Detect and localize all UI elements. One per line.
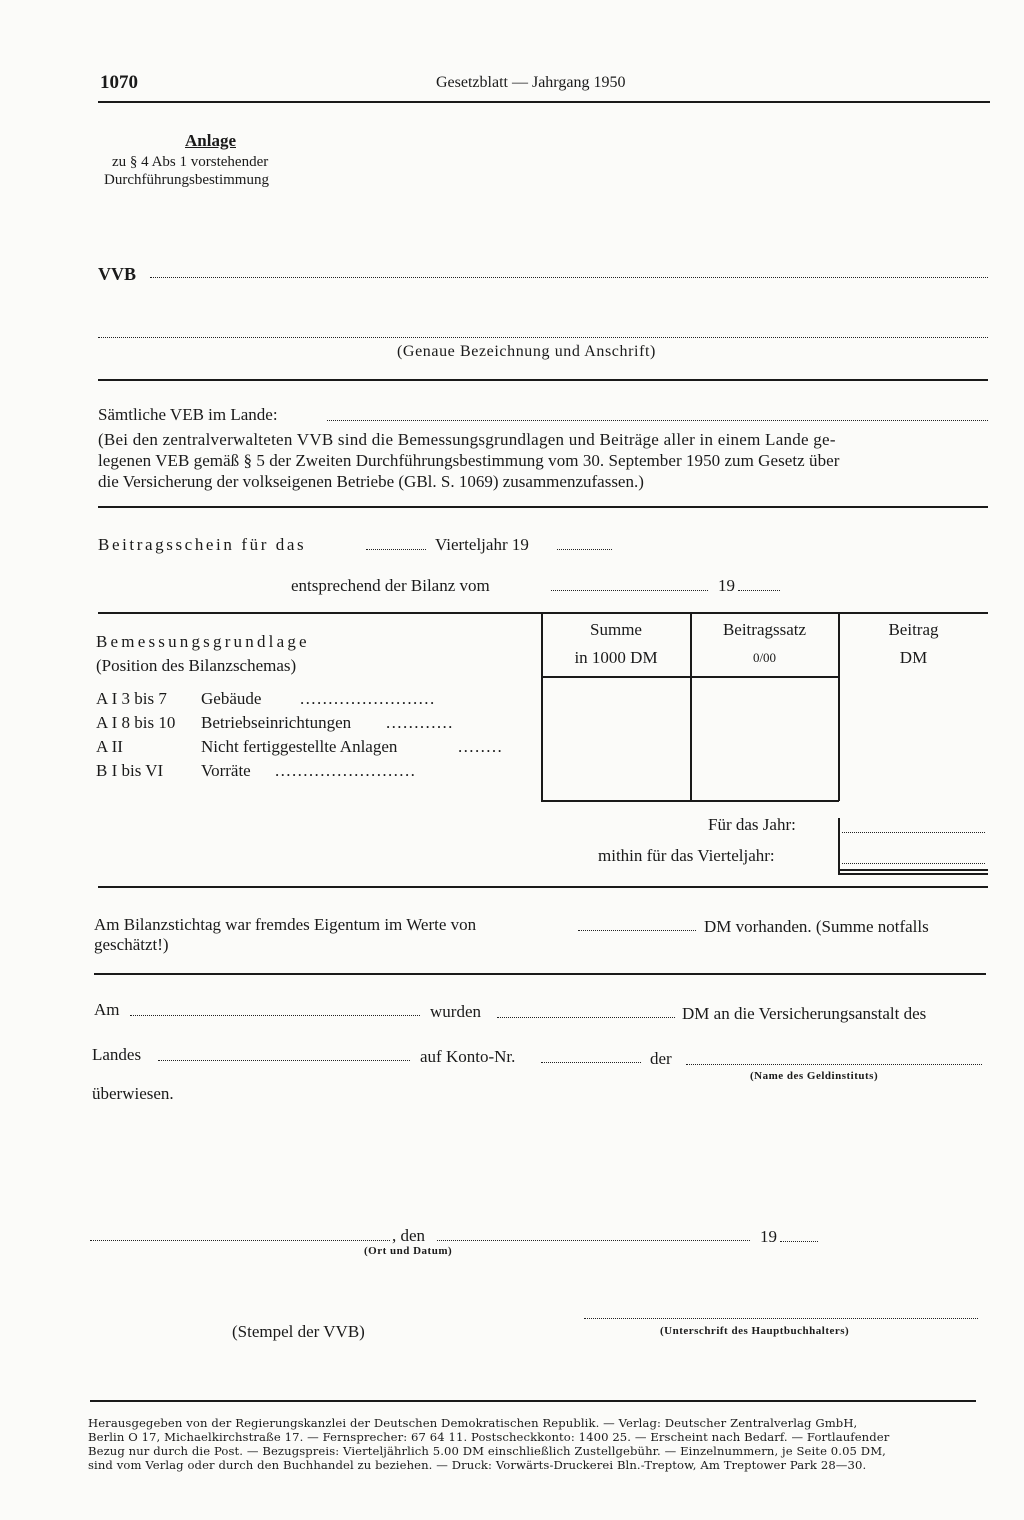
rule-2: [98, 506, 988, 508]
footer-line4: sind vom Verlag oder durch den Buchhandel zu beziehen. — Druck: Vorwärts-Druckerei Bln.-Treptow, Am Treptower Park 28—30.: [88, 1458, 867, 1472]
konto-label: auf Konto-Nr.: [420, 1047, 516, 1066]
den-label: , den: [392, 1226, 426, 1245]
row-3-dots: ........: [458, 737, 504, 756]
veb-field[interactable]: [327, 420, 988, 421]
geldinstitut-field[interactable]: [686, 1064, 982, 1065]
rule-3: [98, 886, 988, 888]
beitragsschein-label: Beitragsschein für das: [98, 535, 307, 554]
table-vline-2: [690, 612, 692, 801]
table-left-subheading: (Position des Bilanzschemas): [96, 656, 297, 675]
unterschrift-field[interactable]: [584, 1318, 978, 1319]
row-3-name: Nicht fertiggestellte Anlagen: [201, 737, 398, 756]
quarter-field[interactable]: [366, 549, 426, 550]
table-vline-3: [838, 612, 840, 801]
col-summe-head2: in 1000 DM: [574, 648, 658, 667]
row-4-code: B I bis VI: [96, 761, 164, 780]
datum-field[interactable]: [437, 1240, 750, 1241]
table-left-heading: Bemessungsgrundlage: [96, 632, 310, 651]
row-4-dots: .........................: [275, 761, 417, 780]
table-bottom-rule: [541, 800, 839, 802]
row-3-code: A II: [96, 737, 123, 756]
veb-note-line1: (Bei den zentralverwalteten VVB sind die Bemessungsgrundlagen und Beiträge aller in einem Lande ge-: [98, 430, 836, 449]
am-date-field[interactable]: [130, 1015, 420, 1016]
dm-an-label: DM an die Versicherungsanstalt des: [682, 1004, 927, 1023]
rule-4: [94, 973, 986, 975]
vvb-caption: (Genaue Bezeichnung und Anschrift): [397, 343, 656, 360]
landes-label: Landes: [92, 1045, 142, 1064]
der-label: der: [650, 1049, 672, 1068]
stempel-caption: (Stempel der VVB): [232, 1322, 365, 1341]
ort-field[interactable]: [90, 1240, 390, 1241]
bilanz-date-field[interactable]: [551, 590, 708, 591]
total-double-rule-2: [838, 873, 988, 875]
footer-line1: Herausgegeben von der Regierungskanzlei der Deutschen Demokratischen Republik. — Verlag: Deutscher Zentralverlag GmbH,: [88, 1416, 858, 1430]
table-top-rule: [98, 612, 988, 614]
landes-field[interactable]: [158, 1060, 410, 1061]
eigentum-line2: geschätzt!): [94, 935, 169, 954]
eigentum-value-field[interactable]: [578, 930, 696, 931]
row-1-name: Gebäude: [201, 689, 262, 708]
total-vline: [838, 818, 840, 875]
row-2-code: A I 8 bis 10: [96, 713, 176, 732]
amount-field[interactable]: [497, 1017, 675, 1018]
total-double-rule-1: [838, 869, 988, 871]
bilanz-label: entsprechend der Bilanz vom: [291, 576, 490, 595]
row-2-dots: ............: [386, 713, 454, 732]
quarter-year-field[interactable]: [557, 549, 612, 550]
wurden-label: wurden: [430, 1002, 481, 1021]
table-header-rule: [541, 676, 839, 678]
vvb-field[interactable]: [150, 277, 988, 278]
footer-line3: Bezug nur durch die Post. — Bezugspreis: Vierteljährlich 5.00 DM einschließlich Zustellgebühr. — Einzelnummern, je Seite 0.05 DM,: [88, 1444, 886, 1458]
eigentum-line1a: Am Bilanzstichtag war fremdes Eigentum im Werte von: [94, 915, 477, 934]
quarter-label: Vierteljahr 19: [435, 535, 529, 554]
ueberwiesen-label: überwiesen.: [92, 1084, 174, 1103]
jahr-field[interactable]: [842, 832, 985, 833]
ort-datum-caption: (Ort und Datum): [364, 1245, 453, 1257]
page-number: 1070: [100, 72, 138, 93]
journal-title: Gesetzblatt — Jahrgang 1950: [436, 74, 626, 91]
konto-field[interactable]: [541, 1062, 641, 1063]
jahr-label: Für das Jahr:: [708, 815, 796, 834]
row-4-name: Vorräte: [201, 761, 251, 780]
bilanz-year-label: 19: [718, 576, 735, 595]
vvb-address-field[interactable]: [98, 337, 988, 338]
rule-1: [98, 379, 988, 381]
unterschrift-caption: (Unterschrift des Hauptbuchhalters): [660, 1325, 850, 1337]
veb-label: Sämtliche VEB im Lande:: [98, 405, 278, 424]
row-2-name: Betriebseinrichtungen: [201, 713, 352, 732]
table-vline-1: [541, 612, 543, 801]
sig-year-field[interactable]: [780, 1241, 818, 1242]
header-rule: [98, 101, 990, 103]
row-1-code: A I 3 bis 7: [96, 689, 167, 708]
col-beitrag-head2: DM: [899, 648, 928, 667]
vvb-label: VVB: [98, 264, 137, 284]
footer-line2: Berlin O 17, Michaelkirchstraße 17. — Fernsprecher: 67 64 11. Postscheckkonto: 1400 25. — Erscheint nach Bedarf. — Fortlaufender: [88, 1430, 890, 1444]
col-satz-head1: Beitragssatz: [722, 620, 807, 639]
col-summe-head1: Summe: [590, 620, 642, 639]
veb-note-line3: die Versicherung der volkseigenen Betriebe (GBl. S. 1069) zusammenzufassen.): [98, 472, 644, 491]
anlage-line1: zu § 4 Abs 1 vorstehender: [112, 154, 269, 170]
anlage-heading: Anlage: [185, 131, 236, 150]
vierteljahr-field[interactable]: [842, 863, 985, 864]
geldinstitut-caption: (Name des Geldinstituts): [750, 1070, 879, 1082]
row-1-dots: ........................: [300, 689, 436, 708]
col-beitrag-head1: Beitrag: [888, 620, 939, 639]
sig-year-label: 19: [760, 1227, 777, 1246]
anlage-line2: Durchführungsbestimmung: [104, 172, 269, 188]
col-satz-head2: 0/00: [752, 650, 777, 665]
bilanz-year-field[interactable]: [738, 590, 780, 591]
am-label: Am: [94, 1000, 120, 1019]
veb-note-line2: legenen VEB gemäß § 5 der Zweiten Durchführungsbestimmung vom 30. September 1950 zum Gesetz über: [98, 451, 840, 470]
vierteljahr-label: mithin für das Vierteljahr:: [598, 846, 775, 865]
footer-rule: [90, 1400, 976, 1402]
eigentum-line1b: DM vorhanden. (Summe notfalls: [704, 917, 929, 936]
